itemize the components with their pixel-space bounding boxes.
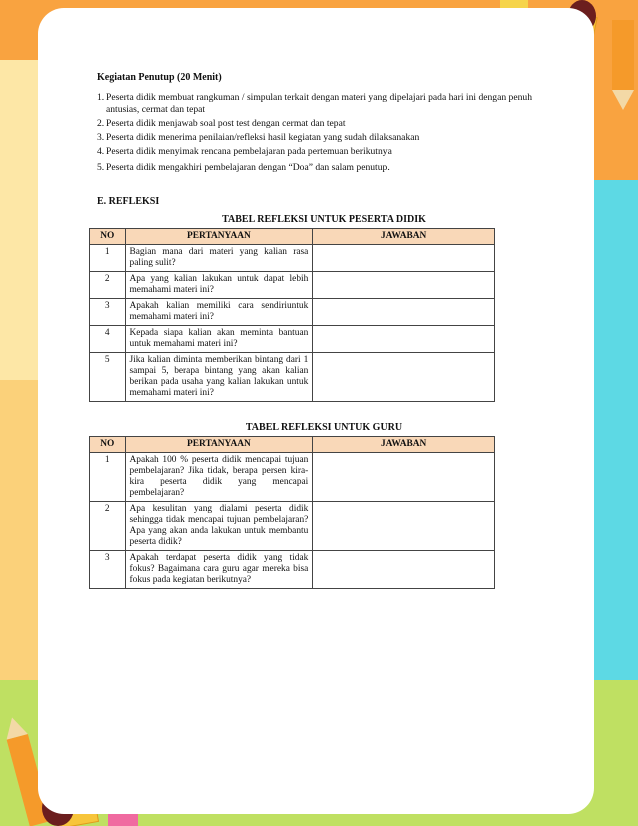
row-answer <box>313 353 495 402</box>
teacher-reflection-table <box>89 436 495 589</box>
reflection-heading: E. REFLEKSI <box>97 196 160 207</box>
row-question: Bagian mana dari materi yang kalian rasa paling sulit? <box>125 245 313 272</box>
table-header-row <box>90 229 495 245</box>
row-number: 4 <box>90 326 126 353</box>
table-row <box>90 299 495 326</box>
row-question: Apakah terdapat peserta didik yang tidak fokus? Bagaimana cara guru agar mereka bisa fokus pada kegiatan berikutnya? <box>125 551 313 589</box>
row-question: Apa kesulitan yang dialami peserta didik sehingga tidak mencapai tujuan pembelajaran? Apa yang akan anda lakukan untuk membantu peserta didik? <box>125 502 313 551</box>
row-number: 2 <box>90 272 126 299</box>
document-content <box>89 72 559 589</box>
list-item: 2. Peserta didik menjawab soal post test dengan cermat dan tepat <box>97 118 346 129</box>
step-text: Peserta didik menerima penilaian/refleksi hasil kegiatan yang sudah dilaksanakan <box>106 132 420 143</box>
row-question: Apakah kalian memiliki cara sendiriuntuk memahami materi ini? <box>125 299 313 326</box>
row-number: 3 <box>90 551 126 589</box>
list-item: 1. Peserta didik membuat rangkuman / simpulan terkait dengan materi yang dipelajari pada hari ini dengan penuh antusias, cermat dan tepat <box>97 92 532 115</box>
row-number: 1 <box>90 453 126 502</box>
column-header-answer: JAWABAN <box>313 437 495 453</box>
column-header-no: NO <box>90 437 126 453</box>
step-text: Peserta didik membuat rangkuman / simpulan terkait dengan materi yang dipelajari pada hari ini dengan penuh antusias, cermat dan tepat <box>106 92 532 115</box>
table-row <box>90 245 495 272</box>
table-row <box>90 502 495 551</box>
student-table-caption: TABEL REFLEKSI UNTUK PESERTA DIDIK <box>222 214 426 225</box>
column-header-question: PERTANYAAN <box>125 229 313 245</box>
row-question: Apa yang kalian lakukan untuk dapat lebih memahami materi ini? <box>125 272 313 299</box>
student-reflection-table <box>89 228 495 402</box>
closing-activity-title: Kegiatan Penutup (20 Menit) <box>97 72 222 83</box>
table-row <box>90 453 495 502</box>
column-header-answer: JAWABAN <box>313 229 495 245</box>
table-row <box>90 353 495 402</box>
column-header-no: NO <box>90 229 126 245</box>
closing-steps-list <box>89 92 559 174</box>
row-answer <box>313 326 495 353</box>
step-text: Peserta didik menyimak rencana pembelajaran pada pertemuan berikutnya <box>106 146 392 157</box>
row-number: 3 <box>90 299 126 326</box>
column-header-question: PERTANYAAN <box>125 437 313 453</box>
row-answer <box>313 272 495 299</box>
row-number: 2 <box>90 502 126 551</box>
row-number: 5 <box>90 353 126 402</box>
row-question: Jika kalian diminta memberikan bintang dari 1 sampai 5, berapa bintang yang akan kalian berikan pada usaha yang kalian lakukan untuk memahami materi ini? <box>125 353 313 402</box>
step-text: Peserta didik menjawab soal post test dengan cermat dan tepat <box>106 118 346 129</box>
table-header-row <box>90 437 495 453</box>
list-item: 3. Peserta didik menerima penilaian/refleksi hasil kegiatan yang sudah dilaksanakan <box>97 132 420 143</box>
row-answer <box>313 453 495 502</box>
list-item: 4. Peserta didik menyimak rencana pembelajaran pada pertemuan berikutnya <box>97 146 392 157</box>
row-question: Kepada siapa kalian akan meminta bantuan untuk memahami materi ini? <box>125 326 313 353</box>
row-question: Apakah 100 % peserta didik mencapai tujuan pembelajaran? Jika tidak, berapa persen kira-kira peserta didik yang mencapai pembelajaran? <box>125 453 313 502</box>
table-row <box>90 326 495 353</box>
teacher-table-caption: TABEL REFLEKSI UNTUK GURU <box>245 422 403 433</box>
row-answer <box>313 299 495 326</box>
table-row <box>90 272 495 299</box>
step-text: Peserta didik mengakhiri pembelajaran dengan “Doa” dan salam penutup. <box>106 162 390 173</box>
row-number: 1 <box>90 245 126 272</box>
row-answer <box>313 551 495 589</box>
row-answer <box>313 245 495 272</box>
table-row <box>90 551 495 589</box>
list-item: 5. Peserta didik mengakhiri pembelajaran dengan “Doa” dan salam penutup. <box>97 162 390 173</box>
row-answer <box>313 502 495 551</box>
